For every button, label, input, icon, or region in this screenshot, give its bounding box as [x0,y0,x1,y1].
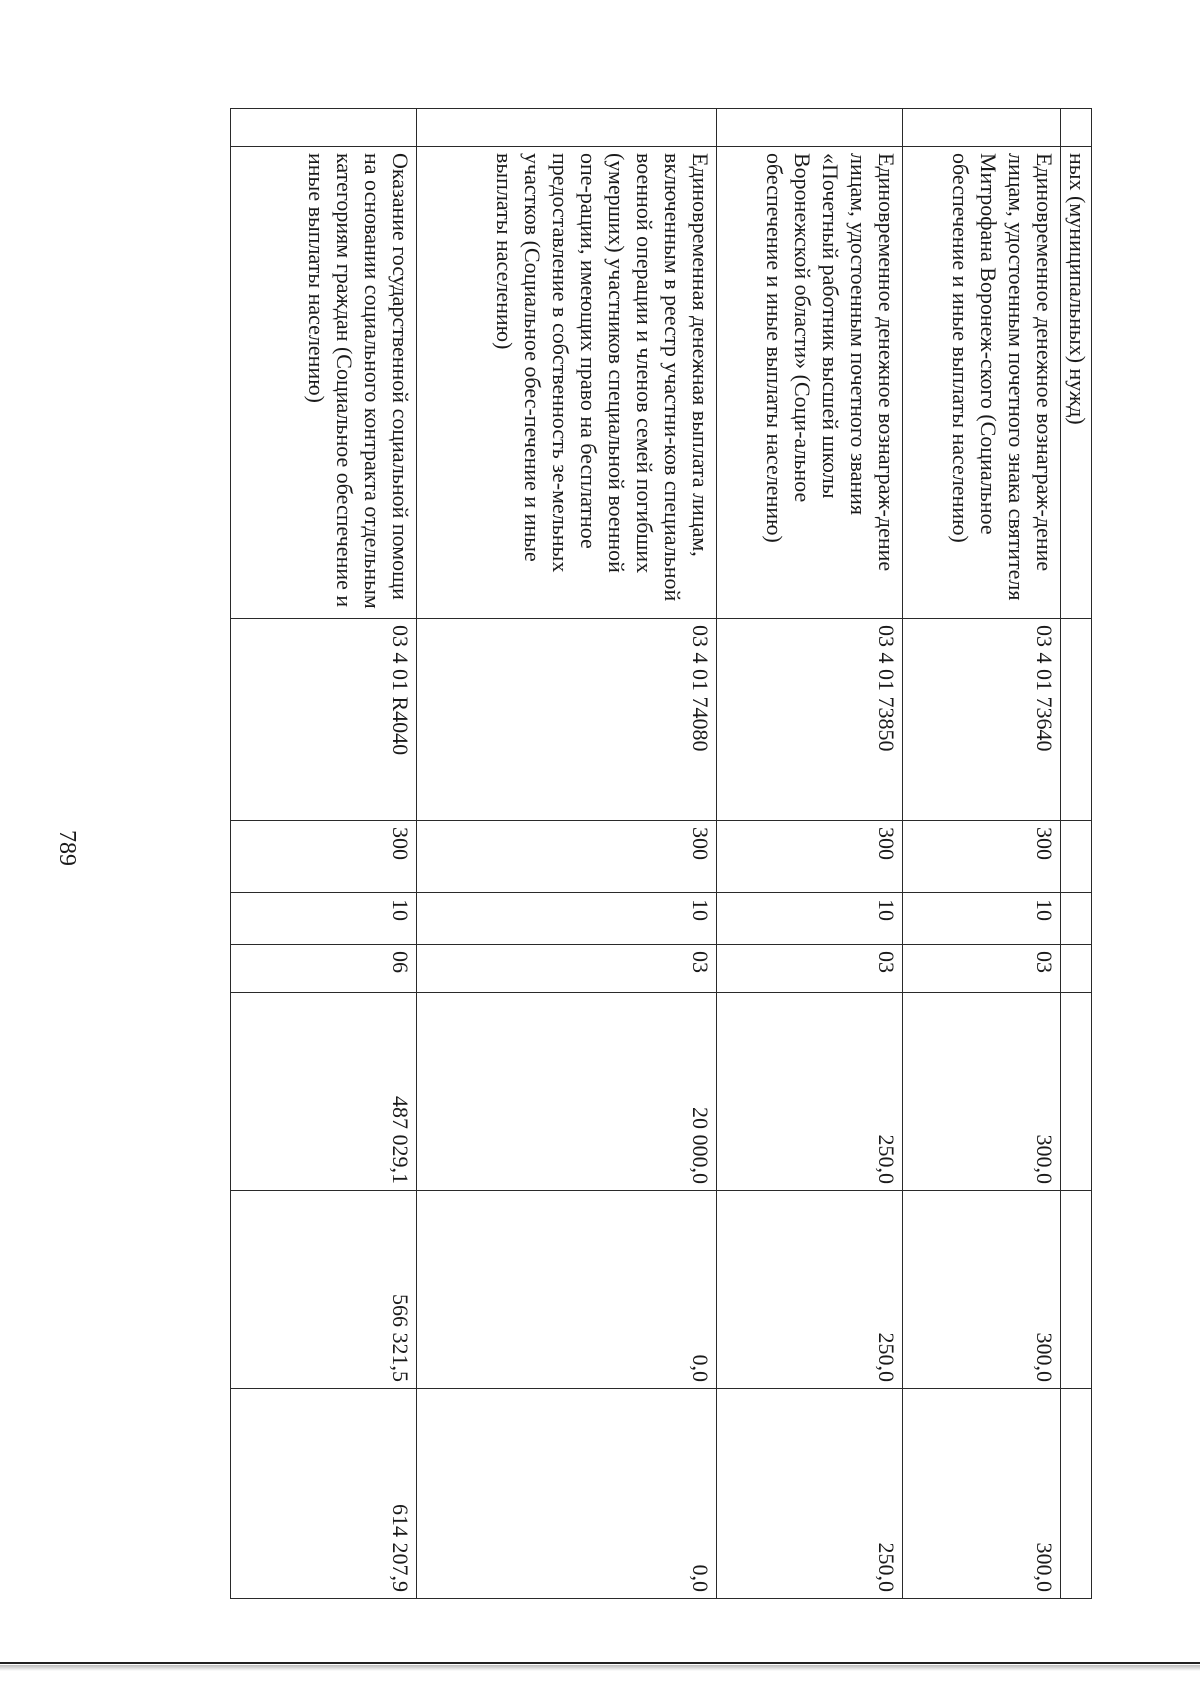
table-row [1061,109,1092,1599]
value-2025-cell: 566 321,5 [231,1191,417,1389]
rz-cell: 10 [231,893,417,945]
page-number: 789 [54,830,80,866]
code-cell [1061,619,1092,821]
pr-cell: 03 [717,945,903,993]
value-2024-cell: 300,0 [903,993,1061,1191]
vr-cell [1061,821,1092,893]
table-row [231,109,417,1599]
code-cell: 03 4 01 73850 [717,619,903,821]
value-2025-cell: 250,0 [717,1191,903,1389]
value-2026-cell: 0,0 [417,1389,717,1599]
code-cell: 03 4 01 73640 [903,619,1061,821]
budget-table-container [230,108,1092,1598]
pr-cell [1061,945,1092,993]
row-number-cell [717,109,903,147]
description-cell: Оказание государственной социальной помощи на основании социального контракта отдельным категориям граждан (Социальное обеспечение и иные выплаты населению) [231,147,417,619]
table-row [717,109,903,1599]
row-number-cell [417,109,717,147]
table-row [417,109,717,1599]
value-2025-cell: 300,0 [903,1191,1061,1389]
rz-cell: 10 [903,893,1061,945]
rz-cell [1061,893,1092,945]
value-2025-cell: 0,0 [417,1191,717,1389]
code-cell: 03 4 01 R4040 [231,619,417,821]
vr-cell: 300 [903,821,1061,893]
row-number-cell [1061,109,1092,147]
description-cell: Единовременное денежное вознаграж-дение лицам, удостоенным почетного звания «Почетный работник высшей школы Воронежской области» (Соци-альное обеспечение и иные выплаты населению) [717,147,903,619]
value-2025-cell [1061,1191,1092,1389]
vr-cell: 300 [417,821,717,893]
row-number-cell [903,109,1061,147]
table-row [903,109,1061,1599]
row-number-cell [231,109,417,147]
code-cell: 03 4 01 74080 [417,619,717,821]
rz-cell: 10 [717,893,903,945]
value-2024-cell: 487 029,1 [231,993,417,1191]
value-2026-cell: 250,0 [717,1389,903,1599]
description-cell: ных (муниципальных) нужд) [1061,147,1092,619]
rz-cell: 10 [417,893,717,945]
description-cell: Единовременная денежная выплата лицам, включенным в реестр участни-ков специальной военной операции и членов семей погибших (умерших) участников специальной военной опе-рации, имеющих право на бесплатное предоставление в собственность зе-мельных участков (Социальное обес-печение и иные выплаты населению) [417,147,717,619]
vr-cell: 300 [231,821,417,893]
pr-cell: 06 [231,945,417,993]
pr-cell: 03 [903,945,1061,993]
budget-table [230,108,1092,1599]
value-2024-cell [1061,993,1092,1191]
value-2026-cell [1061,1389,1092,1599]
description-cell: Единовременное денежное вознаграж-дение лицам, удостоенным почетного знака святителя Митрофана Воронеж-ского (Социальное обеспечение и иные выплаты населению) [903,147,1061,619]
value-2026-cell: 614 207,9 [231,1389,417,1599]
scan-edge-shadow [0,1665,1200,1671]
value-2024-cell: 250,0 [717,993,903,1191]
value-2026-cell: 300,0 [903,1389,1061,1599]
value-2024-cell: 20 000,0 [417,993,717,1191]
pr-cell: 03 [417,945,717,993]
vr-cell: 300 [717,821,903,893]
bottom-divider [0,1662,1200,1664]
